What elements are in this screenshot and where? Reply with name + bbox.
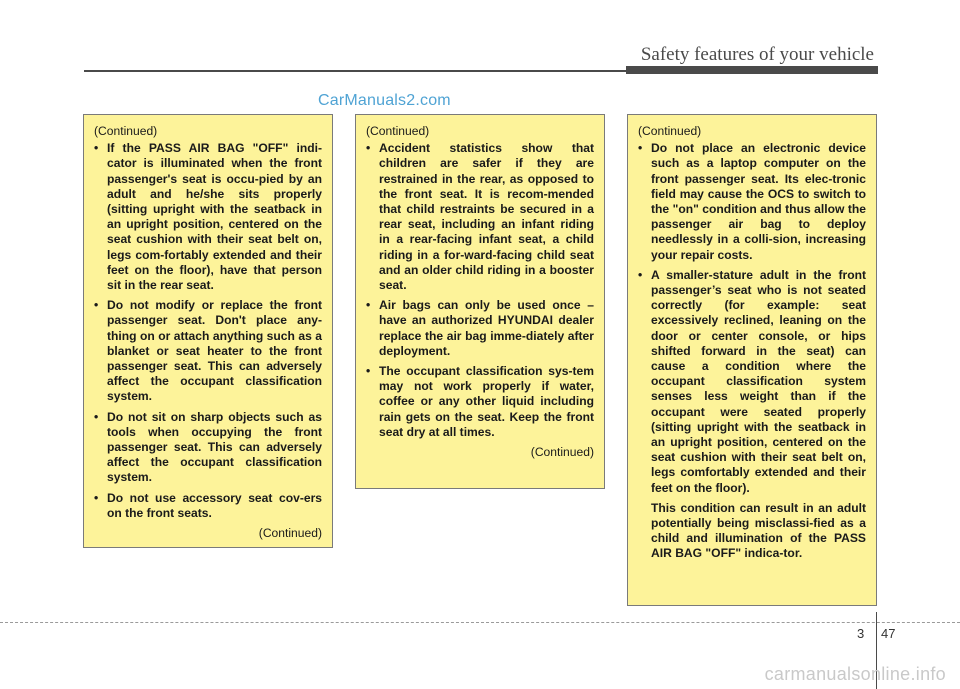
footer-divider [0, 622, 960, 623]
list-item: • Accident statistics show that children are safer if they are restrained in the rear, as opposed to the front seat. It is recom-mended that child restraints be secured in a rear seat, including an infant riding in a rear-facing infant seat, a child riding in a for-ward-facing child seat and an older child riding in a booster seat. [366, 141, 594, 293]
bullet-list [94, 141, 322, 521]
section-title: Safety features of your vehicle [640, 44, 874, 65]
list-item: • The occupant classification sys-tem may not work properly if water, coffee or any other liquid including rain gets on the seat. Keep the front seat dry at all times. [366, 364, 594, 440]
continued-label: (Continued) [530, 445, 594, 460]
watermark-bottom: carmanualsonline.info [764, 664, 946, 684]
list-item: • Do not use accessory seat cov-ers on the front seats. [94, 491, 322, 521]
continued-label: (Continued) [94, 124, 158, 138]
paragraph: This condition can result in an adult potentially being misclassi-fied as a child and illumination of the PASS AIR BAG "OFF" indica-tor. [651, 500, 866, 561]
continued-label: (Continued) [638, 124, 702, 138]
chapter-number: 3 [857, 626, 865, 641]
list-item: • Do not modify or replace the front passenger seat. Don't place any-thing on or attach anything such as a blanket or seat heater to the front passenger seat. This can adversely affect the occupant classification system. [94, 298, 322, 404]
list-item: • If the PASS AIR BAG "OFF" indi-cator is illuminated when the front passenger's seat is occu-pied by an adult and he/she sits properly (sitting upright with the seatback in an upright position, centered on the seat cushion with their seat belt on, legs com-fortably extended and their feet on the floor), have that person sit in the rear seat. [94, 141, 322, 293]
caution-box-2 [355, 114, 605, 489]
list-item: • A smaller-stature adult in the front passenger’s seat who is not seated correctly (for example: seat excessively reclined, leaning on the door or center console, or hips shifted forward in the seat) can cause a condition where the occupant classification system senses less weight than if the occupant were seated properly (sitting upright with the seatback in an upright position, centered on the seat cushion with their seat belt on, legs comfortably extended and their feet on the floor). [638, 268, 866, 496]
continued-label: (Continued) [366, 124, 430, 138]
watermark-top: CarManuals2.com [318, 92, 451, 109]
continued-label: (Continued) [258, 526, 322, 541]
caution-box-1 [83, 114, 333, 548]
list-item: • Do not sit on sharp objects such as tools when occupying the front passenger seat. This can adversely affect the occupant classification system. [94, 410, 322, 486]
list-item: • Do not place an electronic device such as a laptop computer on the front passenger seat. Its elec-tronic field may cause the OCS to switch to the "on" condition and thus allow the passenger air bag to deploy needlessly in a colli-sion, increasing your repair costs. [638, 141, 866, 263]
page-number: 47 [881, 626, 896, 641]
caution-box-3 [627, 114, 877, 606]
list-item: • Air bags can only be used once – have an authorized HYUNDAI dealer replace the air bag imme-diately after deployment. [366, 298, 594, 359]
header-rule-accent [626, 66, 878, 74]
bullet-list [638, 141, 866, 496]
bullet-list [366, 141, 594, 440]
